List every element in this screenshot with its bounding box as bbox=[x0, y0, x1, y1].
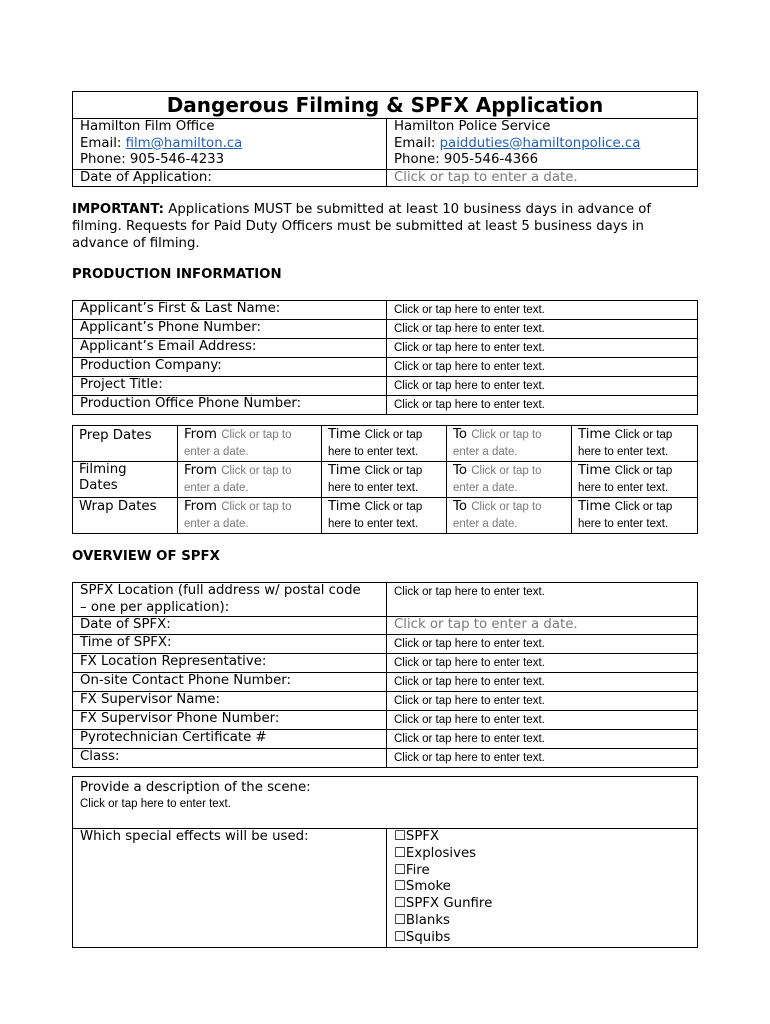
overview-field[interactable]: Click or tap here to enter text. bbox=[387, 729, 698, 748]
checkbox-icon: ☐ bbox=[394, 862, 406, 878]
prep-from-time-field[interactable]: Time Click or tap here to enter text. bbox=[322, 426, 447, 462]
date-of-application-label: Date of Application: bbox=[73, 169, 387, 187]
table-row bbox=[73, 462, 698, 498]
header-table bbox=[72, 91, 698, 187]
effect-checkbox-squibs[interactable]: ☐Squibs bbox=[394, 929, 451, 945]
film-office-phone: Phone: 905-546-4233 bbox=[80, 152, 225, 167]
dates-table bbox=[72, 425, 698, 534]
spfx-location-label: SPFX Location (full address w/ postal code – one per application): bbox=[73, 583, 387, 617]
scene-description-label: Provide a description of the scene: bbox=[80, 780, 311, 795]
table-row bbox=[73, 396, 698, 415]
production-table bbox=[72, 300, 698, 415]
checkbox-icon: ☐ bbox=[394, 929, 406, 945]
effect-checkbox-explosives[interactable]: ☐Explosives bbox=[394, 845, 477, 861]
wrap-dates-label: Wrap Dates bbox=[73, 498, 178, 534]
overview-label: FX Location Representative: bbox=[73, 653, 387, 672]
table-row bbox=[73, 634, 698, 653]
overview-field[interactable]: Click or tap here to enter text. bbox=[387, 634, 698, 653]
checkbox-icon: ☐ bbox=[394, 896, 406, 912]
police-cell bbox=[387, 119, 698, 170]
film-office-cell bbox=[73, 119, 387, 170]
checkbox-icon: ☐ bbox=[394, 879, 406, 895]
table-row bbox=[73, 583, 698, 617]
table-row bbox=[73, 829, 698, 948]
overview-field[interactable]: Click or tap here to enter text. bbox=[387, 748, 698, 767]
production-field[interactable]: Click or tap here to enter text. bbox=[387, 377, 698, 396]
spfx-date-label: Date of SPFX: bbox=[73, 617, 387, 635]
prep-to-time-field[interactable]: Time Click or tap here to enter text. bbox=[572, 426, 698, 462]
effect-checkbox-smoke[interactable]: ☐Smoke bbox=[394, 879, 451, 895]
police-email-label: Email: bbox=[394, 135, 440, 151]
table-row bbox=[73, 498, 698, 534]
overview-label: Class: bbox=[73, 748, 387, 767]
overview-field[interactable]: Click or tap here to enter text. bbox=[387, 710, 698, 729]
prep-to-date-field[interactable]: To Click or tap to enter a date. bbox=[447, 426, 572, 462]
wrap-to-time-field[interactable]: Time Click or tap here to enter text. bbox=[572, 498, 698, 534]
production-label: Production Company: bbox=[73, 358, 387, 377]
production-field[interactable]: Click or tap here to enter text. bbox=[387, 301, 698, 320]
table-row bbox=[73, 358, 698, 377]
table-row bbox=[73, 672, 698, 691]
overview-field[interactable]: Click or tap here to enter text. bbox=[387, 672, 698, 691]
effect-checkbox-spfx-gunfire[interactable]: ☐SPFX Gunfire bbox=[394, 896, 493, 912]
effects-label: Which special effects will be used: bbox=[73, 829, 387, 948]
table-row bbox=[73, 691, 698, 710]
overview-label: On-site Contact Phone Number: bbox=[73, 672, 387, 691]
overview-field[interactable]: Click or tap here to enter text. bbox=[387, 691, 698, 710]
table-row bbox=[73, 320, 698, 339]
checkbox-icon: ☐ bbox=[394, 845, 406, 861]
overview-field[interactable]: Click or tap here to enter text. bbox=[387, 653, 698, 672]
important-notice bbox=[72, 201, 698, 252]
prep-dates-label: Prep Dates bbox=[73, 426, 178, 462]
spfx-date-field[interactable]: Click or tap to enter a date. bbox=[387, 617, 698, 635]
scene-description-field[interactable]: Click or tap here to enter text. bbox=[80, 797, 231, 810]
police-email-link[interactable]: paidduties@hamiltonpolice.ca bbox=[439, 135, 641, 151]
date-of-application-field[interactable]: Click or tap to enter a date. bbox=[387, 169, 698, 187]
overview-heading: OVERVIEW OF SPFX bbox=[72, 549, 220, 564]
important-text: Applications MUST be submitted at least 10 business days in advance of filming. Requests for Paid Duty Officers must be submitted at least 5 business days in advance of filming. bbox=[72, 202, 652, 251]
table-row bbox=[73, 339, 698, 358]
production-label: Production Office Phone Number: bbox=[73, 396, 387, 415]
overview-label: Pyrotechnician Certificate # bbox=[73, 729, 387, 748]
prep-from-date-field[interactable]: From Click or tap to enter a date. bbox=[178, 426, 322, 462]
effects-list bbox=[387, 829, 698, 948]
table-row bbox=[73, 729, 698, 748]
police-name: Hamilton Police Service bbox=[394, 119, 551, 134]
overview-label: Time of SPFX: bbox=[73, 634, 387, 653]
police-phone: Phone: 905-546-4366 bbox=[394, 152, 539, 167]
filming-from-time-field[interactable]: Time Click or tap here to enter text. bbox=[322, 462, 447, 498]
table-row bbox=[73, 617, 698, 635]
checkbox-icon: ☐ bbox=[394, 912, 406, 928]
table-row bbox=[73, 377, 698, 396]
overview-table bbox=[72, 582, 698, 768]
production-label: Applicant’s Phone Number: bbox=[73, 320, 387, 339]
film-office-email-link[interactable]: film@hamilton.ca bbox=[125, 135, 243, 151]
table-row bbox=[73, 710, 698, 729]
filming-dates-label: Filming Dates bbox=[73, 462, 178, 498]
production-heading: PRODUCTION INFORMATION bbox=[72, 267, 282, 282]
table-row bbox=[73, 301, 698, 320]
production-label: Project Title: bbox=[73, 377, 387, 396]
effect-checkbox-fire[interactable]: ☐Fire bbox=[394, 862, 430, 878]
filming-from-date-field[interactable]: From Click or tap to enter a date. bbox=[178, 462, 322, 498]
production-label: Applicant’s Email Address: bbox=[73, 339, 387, 358]
effect-checkbox-blanks[interactable]: ☐Blanks bbox=[394, 912, 450, 928]
scene-description-cell bbox=[73, 777, 698, 829]
table-row bbox=[73, 653, 698, 672]
table-row bbox=[73, 777, 698, 829]
spfx-location-field[interactable]: Click or tap here to enter text. bbox=[387, 583, 698, 617]
filming-to-date-field[interactable]: To Click or tap to enter a date. bbox=[447, 462, 572, 498]
film-office-name: Hamilton Film Office bbox=[80, 119, 215, 134]
wrap-from-date-field[interactable]: From Click or tap to enter a date. bbox=[178, 498, 322, 534]
table-row bbox=[73, 426, 698, 462]
production-label: Applicant’s First & Last Name: bbox=[73, 301, 387, 320]
overview-label: FX Supervisor Phone Number: bbox=[73, 710, 387, 729]
table-row bbox=[73, 748, 698, 767]
filming-to-time-field[interactable]: Time Click or tap here to enter text. bbox=[572, 462, 698, 498]
production-field[interactable]: Click or tap here to enter text. bbox=[387, 320, 698, 339]
page-title: Dangerous Filming & SPFX Application bbox=[73, 92, 698, 119]
important-label: IMPORTANT: bbox=[72, 202, 164, 217]
wrap-to-date-field[interactable]: To Click or tap to enter a date. bbox=[447, 498, 572, 534]
film-office-email-label: Email: bbox=[80, 135, 126, 151]
production-field[interactable]: Click or tap here to enter text. bbox=[387, 358, 698, 377]
production-field[interactable]: Click or tap here to enter text. bbox=[387, 396, 698, 415]
effect-checkbox-spfx[interactable]: ☐SPFX bbox=[394, 829, 440, 844]
wrap-from-time-field[interactable]: Time Click or tap here to enter text. bbox=[322, 498, 447, 534]
production-field[interactable]: Click or tap here to enter text. bbox=[387, 339, 698, 358]
scene-table bbox=[72, 776, 698, 948]
overview-label: FX Supervisor Name: bbox=[73, 691, 387, 710]
checkbox-icon: ☐ bbox=[394, 829, 406, 844]
